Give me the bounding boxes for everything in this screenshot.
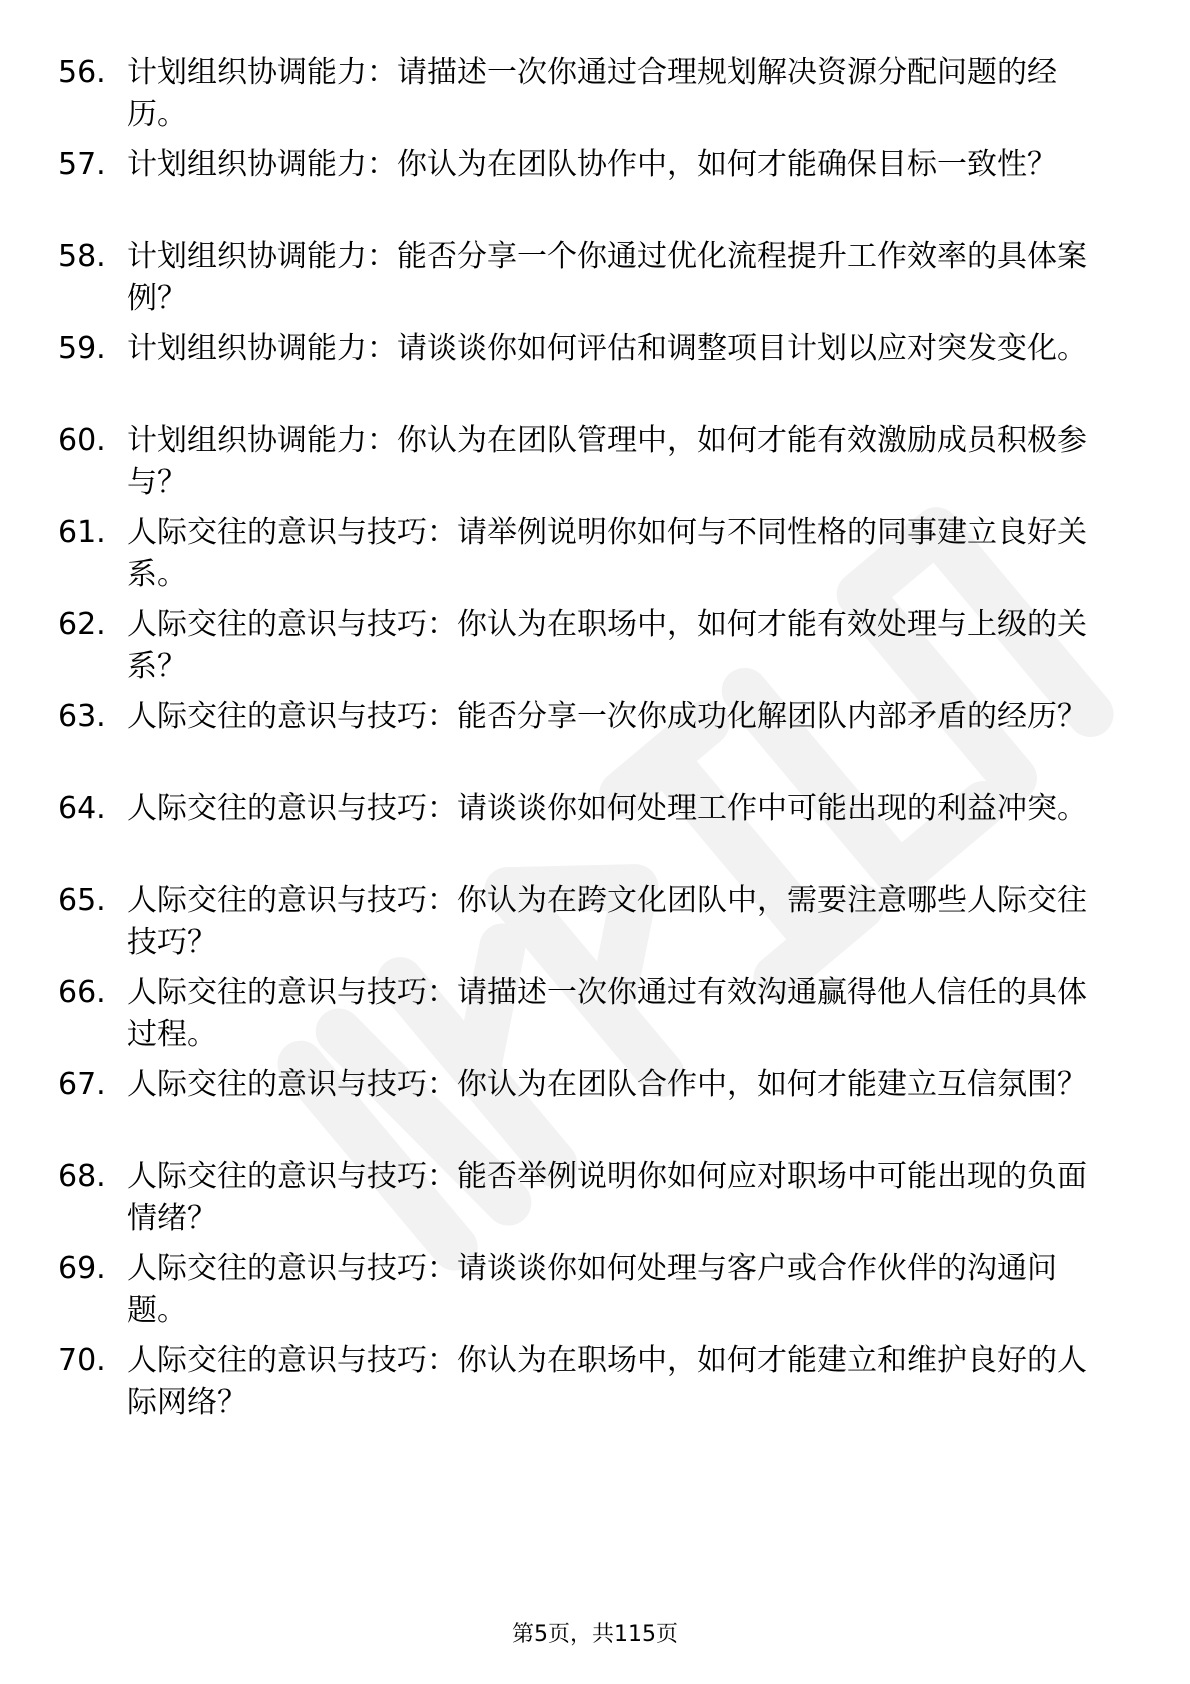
question-number: 64. bbox=[58, 791, 106, 826]
question-item bbox=[0, 512, 1190, 602]
question-item bbox=[0, 880, 1190, 970]
question-number: 70. bbox=[58, 1343, 106, 1378]
question-text: 人际交往的意识与技巧：请谈谈你如何处理与客户或合作伙伴的沟通问题。 bbox=[127, 1251, 1057, 1328]
question-text: 计划组织协调能力：请谈谈你如何评估和调整项目计划以应对突发变化。 bbox=[127, 331, 1087, 366]
question-text: 计划组织协调能力：请描述一次你通过合理规划解决资源分配问题的经历。 bbox=[127, 55, 1057, 132]
question-number: 66. bbox=[58, 975, 106, 1010]
question-text: 人际交往的意识与技巧：能否举例说明你如何应对职场中可能出现的负面情绪？ bbox=[127, 1159, 1087, 1236]
question-text: 计划组织协调能力：你认为在团队协作中，如何才能确保目标一致性？ bbox=[127, 147, 1057, 182]
question-number: 62. bbox=[58, 607, 106, 642]
question-text: 人际交往的意识与技巧：请谈谈你如何处理工作中可能出现的利益冲突。 bbox=[127, 791, 1087, 826]
question-number: 63. bbox=[58, 699, 106, 734]
question-item bbox=[0, 1248, 1190, 1338]
question-item bbox=[0, 696, 1190, 786]
question-item bbox=[0, 1340, 1190, 1430]
question-text: 人际交往的意识与技巧：你认为在职场中，如何才能有效处理与上级的关系？ bbox=[127, 607, 1087, 684]
question-item bbox=[0, 788, 1190, 878]
question-number: 56. bbox=[58, 55, 106, 90]
question-text: 计划组织协调能力：你认为在团队管理中，如何才能有效激励成员积极参与？ bbox=[127, 423, 1087, 500]
question-item bbox=[0, 144, 1190, 234]
question-number: 57. bbox=[58, 147, 106, 182]
question-number: 65. bbox=[58, 883, 106, 918]
question-text: 人际交往的意识与技巧：请描述一次你通过有效沟通赢得他人信任的具体过程。 bbox=[127, 975, 1087, 1052]
question-item bbox=[0, 972, 1190, 1062]
question-text: 人际交往的意识与技巧：你认为在团队合作中，如何才能建立互信氛围？ bbox=[127, 1067, 1087, 1102]
question-text: 人际交往的意识与技巧：请举例说明你如何与不同性格的同事建立良好关系。 bbox=[127, 515, 1087, 592]
question-item bbox=[0, 604, 1190, 694]
question-number: 69. bbox=[58, 1251, 106, 1286]
question-item bbox=[0, 52, 1190, 142]
question-number: 58. bbox=[58, 239, 106, 274]
question-text: 人际交往的意识与技巧：你认为在职场中，如何才能建立和维护良好的人际网络？ bbox=[127, 1343, 1087, 1420]
question-number: 67. bbox=[58, 1067, 106, 1102]
question-item bbox=[0, 236, 1190, 326]
question-item bbox=[0, 328, 1190, 418]
question-text: 人际交往的意识与技巧：你认为在跨文化团队中，需要注意哪些人际交往技巧？ bbox=[127, 883, 1087, 960]
question-text: 人际交往的意识与技巧：能否分享一次你成功化解团队内部矛盾的经历？ bbox=[127, 699, 1087, 734]
question-number: 60. bbox=[58, 423, 106, 458]
question-item bbox=[0, 1064, 1190, 1154]
question-number: 61. bbox=[58, 515, 106, 550]
page-number-footer: 第5页，共115页 bbox=[512, 1622, 678, 1647]
question-number: 68. bbox=[58, 1159, 106, 1194]
question-number: 59. bbox=[58, 331, 106, 366]
question-text: 计划组织协调能力：能否分享一个你通过优化流程提升工作效率的具体案例？ bbox=[127, 239, 1087, 316]
question-item bbox=[0, 420, 1190, 510]
question-item bbox=[0, 1156, 1190, 1246]
